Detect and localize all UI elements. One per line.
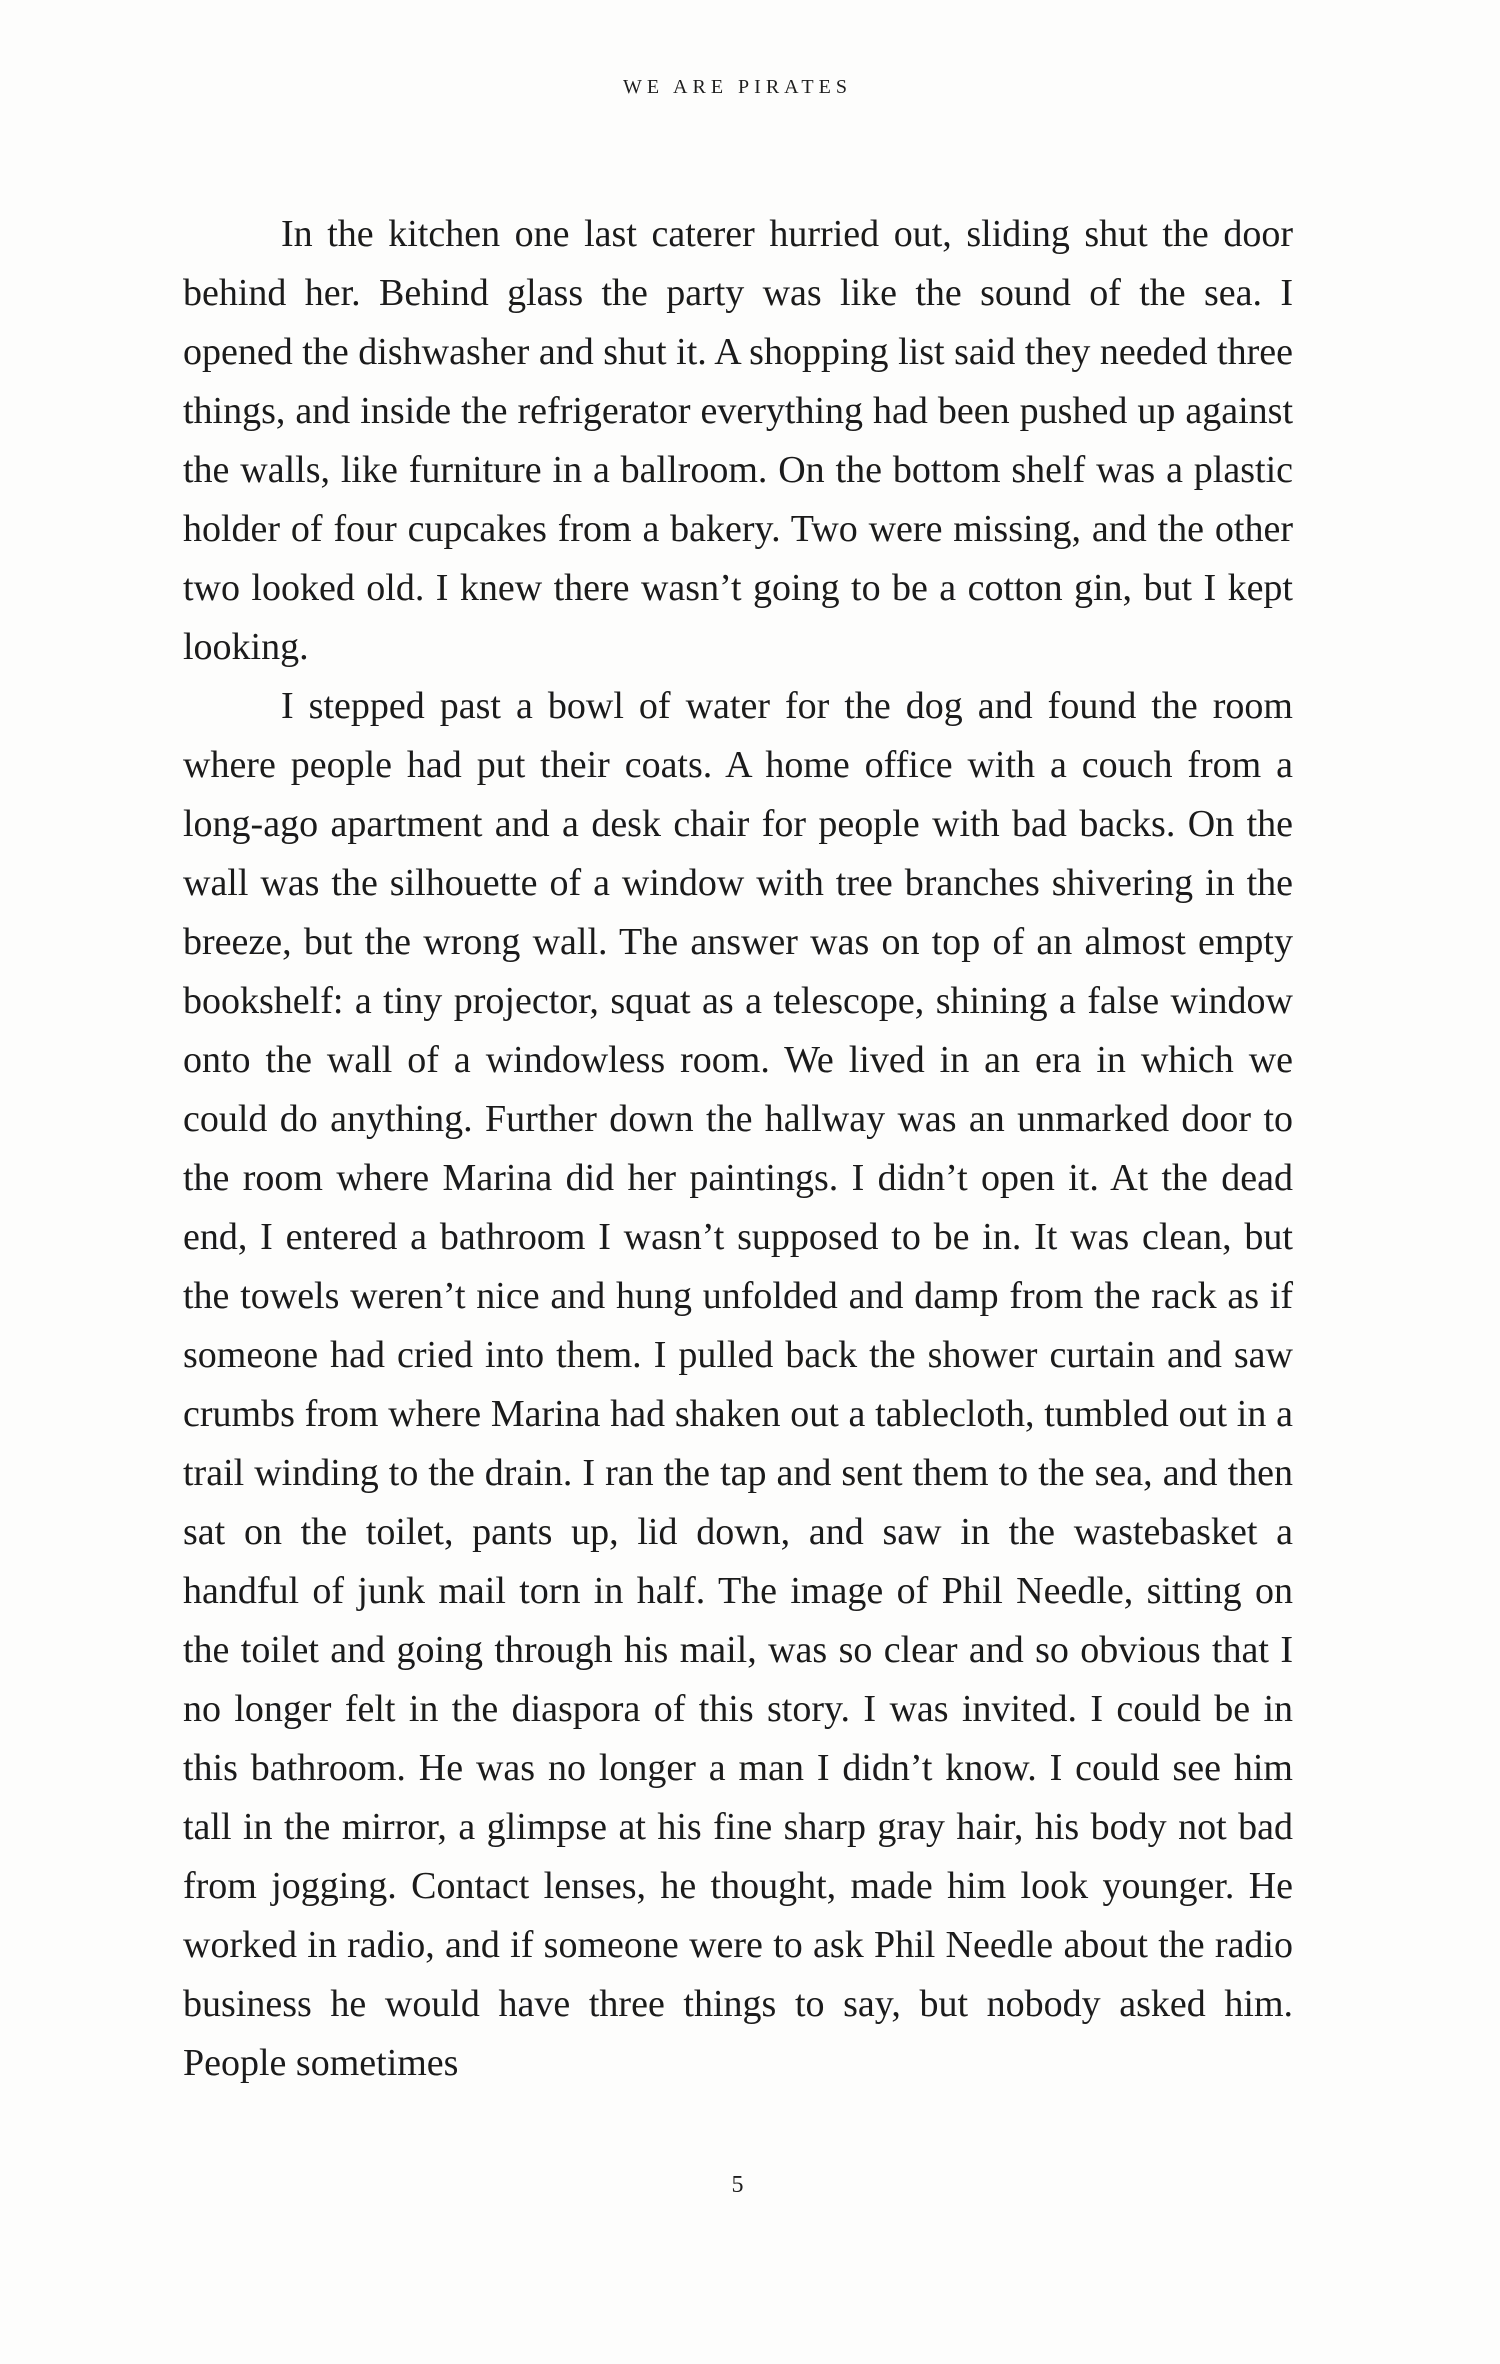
paragraph: I stepped past a bowl of water for the dog and found the room where people had put their coats. A home office with a couch from a long-ago apartment and a desk chair for people with bad backs. On the wall was the silhouette of a window with tree branches shivering in the breeze, but the wrong wall. The answer was on top of an almost empty bookshelf: a tiny projector, squat as a telescope, shining a false window onto the wall of a windowless room. We lived in an era in which we could do anything. Further down the hallway was an unmarked door to the room where Marina did her paintings. I didn’t open it. At the dead end, I entered a bathroom I wasn’t supposed to be in. It was clean, but the towels weren’t nice and hung unfolded and damp from the rack as if someone had cried into them. I pulled back the shower curtain and saw crumbs from where Marina had shaken out a tablecloth, tumbled out in a trail winding to the drain. I ran the tap and sent them to the sea, and then sat on the toilet, pants up, lid down, and saw in the wastebasket a handful of junk mail torn in half. The image of Phil Needle, sitting on the toilet and going through his mail, was so clear and so obvious that I no longer felt in the diaspora of this story. I was invited. I could be in this bathroom. He was no longer a man I didn’t know. I could see him tall in the mirror, a glimpse at his fine sharp gray hair, his body not bad from jogging. Contact lenses, he thought, made him look younger. He worked in radio, and if someone were to ask Phil Needle about the radio business he would have three things to say, but nobody asked him. People sometimes [183, 685, 1293, 2084]
page-number: 5 [731, 2172, 744, 2198]
paragraph: In the kitchen one last caterer hurried out, sliding shut the door behind her. Behind glass the party was like the sound of the sea. I opened the dishwasher and shut it. A shopping list said they needed three things, and inside the refrigerator everything had been pushed up against the walls, like furniture in a ballroom. On the bottom shelf was a plastic holder of four cupcakes from a bakery. Two were missing, and the other two looked old. I knew there wasn’t going to be a cotton gin, but I kept looking. [183, 213, 1293, 668]
body-text [183, 205, 1293, 2093]
running-head: WE ARE PIRATES [623, 76, 852, 98]
